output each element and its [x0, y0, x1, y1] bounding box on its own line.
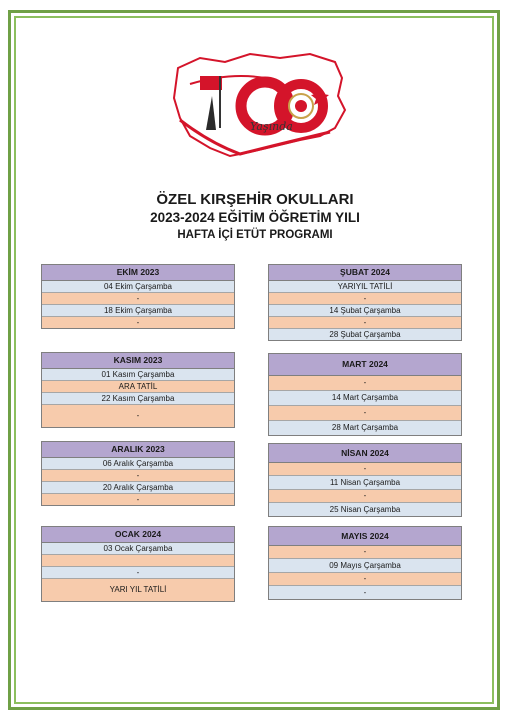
- schedule-row: -: [42, 317, 234, 328]
- schedule-row: 04 Ekim Çarşamba: [42, 281, 234, 293]
- turkey-map-logo-graphic: [170, 48, 350, 166]
- schedule-row: 14 Mart Çarşamba: [269, 391, 461, 406]
- academic-year: 2023-2024 EĞİTİM ÖĞRETİM YILI: [150, 210, 360, 225]
- month-table-subat: [268, 264, 462, 341]
- schedule-row: -: [269, 586, 461, 599]
- month-table-kasim: [41, 352, 235, 428]
- schedule-row: -: [269, 463, 461, 476]
- schedule-row: [42, 555, 234, 567]
- schedule-row: -: [42, 293, 234, 305]
- month-header: OCAK 2024: [42, 527, 234, 543]
- schedule-row: -: [42, 405, 234, 427]
- schedule-row: 28 Mart Çarşamba: [269, 421, 461, 435]
- schedule-row: 06 Aralık Çarşamba: [42, 458, 234, 470]
- schedule-row: 01 Kasım Çarşamba: [42, 369, 234, 381]
- schedule-row: 18 Ekim Çarşamba: [42, 305, 234, 317]
- schedule-row: 09 Mayıs Çarşamba: [269, 559, 461, 573]
- month-header: EKİM 2023: [42, 265, 234, 281]
- schedule-row: 20 Aralık Çarşamba: [42, 482, 234, 494]
- schedule-row: -: [42, 494, 234, 505]
- schedule-row: -: [269, 376, 461, 391]
- month-table-mayis: [268, 526, 462, 600]
- month-table-ocak: [41, 526, 235, 602]
- title-block: [0, 190, 510, 244]
- month-table-aralik: [41, 441, 235, 506]
- schedule-row: -: [269, 573, 461, 586]
- month-header: MAYIS 2024: [269, 527, 461, 546]
- schedule-row: 11 Nisan Çarşamba: [269, 476, 461, 490]
- schedule-row: -: [269, 546, 461, 559]
- program-title: HAFTA İÇİ ETÜT PROGRAMI: [177, 229, 333, 241]
- schedule-row: YARIYIL TATİLİ: [269, 281, 461, 293]
- schedule-row: -: [269, 406, 461, 421]
- month-header: KASIM 2023: [42, 353, 234, 369]
- school-name: ÖZEL KIRŞEHİR OKULLARI: [156, 191, 354, 208]
- schedule-row: 22 Kasım Çarşamba: [42, 393, 234, 405]
- month-header: MART 2024: [269, 354, 461, 376]
- schedule-row: YARI YIL TATİLİ: [42, 579, 234, 601]
- schedule-row: -: [42, 567, 234, 579]
- schedule-row: -: [42, 470, 234, 482]
- schedule-row: -: [269, 490, 461, 503]
- month-table-ekim: [41, 264, 235, 329]
- schedule-row: -: [269, 293, 461, 305]
- centennial-logo: [170, 48, 350, 166]
- month-table-mart: [268, 353, 462, 436]
- logo-caption: Yaşında: [250, 120, 293, 133]
- logo-seal-text: [170, 48, 171, 49]
- schedule-row: 28 Şubat Çarşamba: [269, 329, 461, 340]
- month-table-nisan: [268, 443, 462, 517]
- schedule-row: 25 Nisan Çarşamba: [269, 503, 461, 516]
- month-header: NİSAN 2024: [269, 444, 461, 463]
- schedule-row: -: [269, 317, 461, 329]
- schedule-row: ARA TATİL: [42, 381, 234, 393]
- month-header: ŞUBAT 2024: [269, 265, 461, 281]
- schedule-row: 03 Ocak Çarşamba: [42, 543, 234, 555]
- month-header: ARALIK 2023: [42, 442, 234, 458]
- schedule-row: 14 Şubat Çarşamba: [269, 305, 461, 317]
